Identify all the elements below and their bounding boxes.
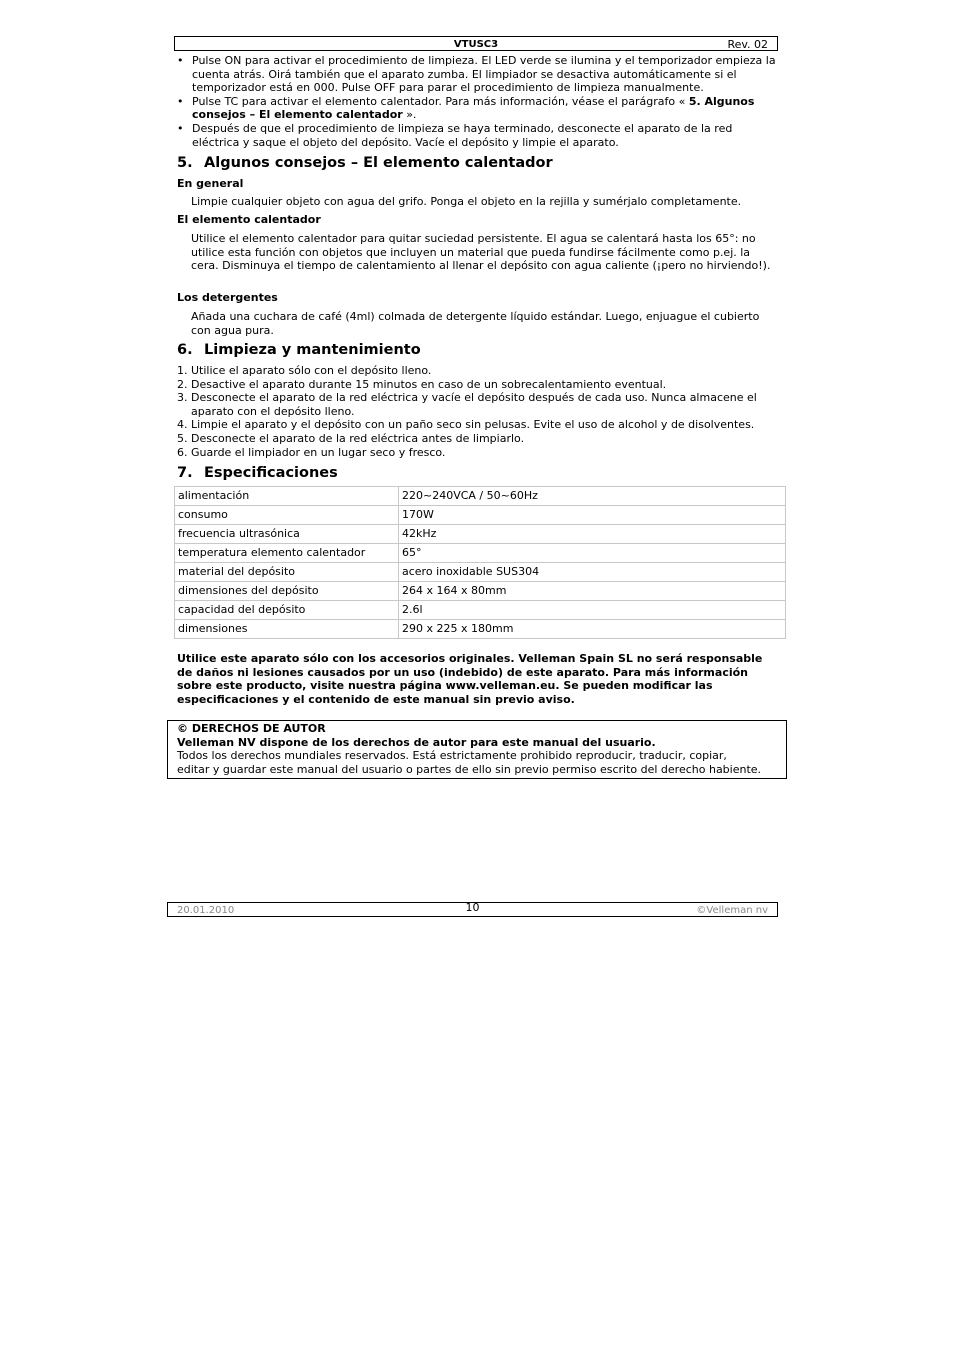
table-row: temperatura elemento calentador 65° — [175, 544, 786, 563]
bullet-after: • Después de que el procedimiento de limpieza se haya terminado, desconecte el aparato de la red eléctrica y saque el objeto del depósito. Vacíe el depósito y limpie el aparato. — [176, 122, 780, 149]
copyright-text: editar y guardar este manual del usuario o partes de ello sin previo permiso escrito del derecho habiente. — [177, 762, 762, 776]
subheading-general: En general — [177, 177, 244, 190]
disclaimer: Utilice este aparato sólo con los accesorios originales. Velleman Spain SL no será responsable de daños ni lesiones causados por un uso (indebido) de este aparato. Para más información sobre este producto, visite nuestra página www.velleman.eu. Se pueden modificar las especificaciones y el contenido de este manual sin previo aviso. — [177, 652, 763, 706]
page-number: 10 — [465, 901, 480, 914]
heater-text: Utilice el elemento calentador para quitar suciedad persistente. El agua se calentará hasta los 65°: no utilice esta función con objetos que incluyen un material que pueda fundirse fácilmente como p.ej. la cera. Disminuya el tiempo de calentamiento al llenar el depósito con agua caliente (¡pero no hirviendo!). — [191, 232, 771, 273]
page-header — [174, 36, 778, 51]
section-6-heading: 6. Limpieza y mantenimiento — [177, 342, 421, 358]
table-row: material del depósito acero inoxidable SUS304 — [175, 563, 786, 582]
table-row: dimensiones del depósito 264 x 164 x 80mm — [175, 582, 786, 601]
operation-bullets — [176, 54, 780, 149]
model-number: VTUSC3 — [453, 39, 499, 50]
section-reference: 5. Algunos consejos – El elemento calentador — [192, 94, 755, 122]
list-item: 2. Desactive el aparato durante 15 minutos en caso de un sobrecalentamiento eventual. — [177, 377, 667, 391]
revision: Rev. 02 — [727, 38, 768, 51]
list-item: 1. Utilice el aparato sólo con el depósito lleno. — [177, 364, 432, 377]
maintenance-list — [177, 364, 781, 459]
footer-date: 20.01.2010 — [177, 905, 235, 916]
list-item: 5. Desconecte el aparato de la red eléctrica antes de limpiarlo. — [177, 431, 525, 445]
detergents-text: Añada una cuchara de café (4ml) colmada de detergente líquido estándar. Luego, enjuague el cubierto con agua pura. — [191, 310, 760, 337]
table-row: capacidad del depósito 2.6l — [175, 601, 786, 620]
table-row: consumo 170W — [175, 506, 786, 525]
page-footer — [167, 902, 778, 917]
section-7-heading: 7. Especificaciones — [177, 465, 338, 481]
list-item: 6. Guarde el limpiador en un lugar seco y fresco. — [177, 445, 446, 459]
section-5-heading: 5. Algunos consejos – El elemento calentador — [177, 155, 553, 171]
subheading-detergents: Los detergentes — [177, 291, 278, 304]
general-text: Limpie cualquier objeto con agua del grifo. Ponga el objeto en la rejilla y sumérjalo completamente. — [191, 195, 742, 208]
copyright-box — [167, 720, 787, 779]
footer-copyright: ©Velleman nv — [696, 905, 768, 916]
copyright-owner: Velleman NV dispone de los derechos de autor para este manual del usuario. — [177, 735, 656, 749]
specifications-table — [174, 486, 786, 639]
copyright-text: Todos los derechos mundiales reservados. Está estrictamente prohibido reproducir, traducir, copiar, — [177, 749, 727, 763]
subheading-heater: El elemento calentador — [177, 213, 321, 226]
bullet-tc: • Pulse TC para activar el elemento calentador. Para más información, véase el parágrafo « 5. Algunos consejos – El elemento calentador ». — [176, 95, 780, 122]
table-row: frecuencia ultrasónica 42kHz — [175, 525, 786, 544]
list-item: 3. Desconecte el aparato de la red eléctrica y vacíe el depósito después de cada uso. Nunca almacene el aparato con el depósito lleno. — [177, 391, 757, 418]
copyright-title: © DERECHOS DE AUTOR — [177, 722, 326, 735]
bullet-on: • Pulse ON para activar el procedimiento de limpieza. El LED verde se ilumina y el temporizador empieza la cuenta atrás. Oirá también que el aparato zumba. El limpiador se desactiva automáticamente si el temporizador está en 000. Pulse OFF para parar el procedimiento de limpieza manualmente. — [176, 54, 780, 95]
list-item: 4. Limpie el aparato y el depósito con un paño seco sin pelusas. Evite el uso de alcohol y de disolventes. — [177, 418, 755, 432]
table-row: alimentación 220~240VCA / 50~60Hz — [175, 487, 786, 506]
table-row: dimensiones 290 x 225 x 180mm — [175, 620, 786, 639]
